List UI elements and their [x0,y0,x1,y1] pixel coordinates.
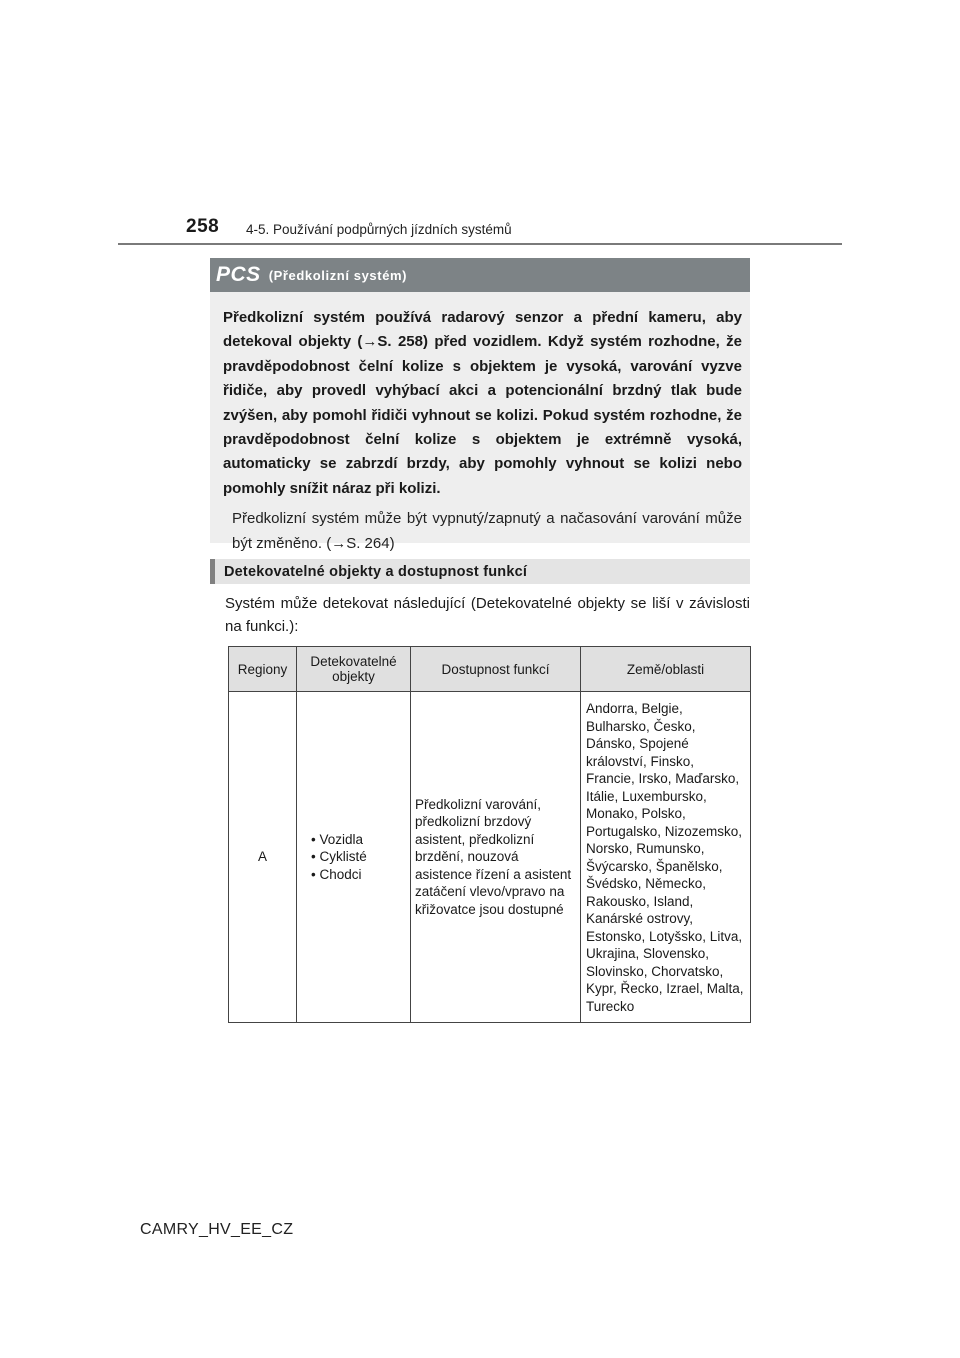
footer-code: CAMRY_HV_EE_CZ [140,1221,294,1238]
table-row [229,692,751,1023]
subsection-header [210,559,750,584]
table-header-row [229,647,751,692]
list-item: • Vozidla [311,831,406,849]
intro-paragraph: Předkolizní systém používá radarový senzor a přední kameru, aby detekoval objekty (→S. 258) před vozidlem. Když systém rozhodne, že pravděpodobnost čelní kolize s objektem je vysoká, varování vyzve řidiče, aby provedl vyhýbací akci a potencionální brzdný tlak bude zvýšen, aby pomohl řidiči vyhnout se kolizi. Pokud systém rozhodne, že pravděpodobnost čelní kolize s objektem je extrémně vysoká, automaticky se zabrzdí brzdy, aby pomohly vyhnout se kolizi nebo pomohly snížit náraz při kolizi. [223,309,742,497]
cell-countries: Andorra, Belgie, Bulharsko, Česko, Dánsko, Spojené království, Finsko, Francie, Irsko, Maďarsko, Itálie, Luxembursko, Monako, Polsko, Portugalsko, Nizozemsko, Norsko, Rumunsko, Švýcarsko, Španělsko, Švédsko, Německo, Rakousko, Island, Kanárské ostrovy, Estonsko, Lotyšsko, Litva, Ukrajina, Slovensko, Slovinsko, Chorvatsko, Kypr, Řecko, Izrael, Malta, Turecko [581,692,751,1023]
intro-box [210,292,750,552]
cell-functions: Předkolizní varování, předkolizní brzdový asistent, předkolizní brzdění, nouzová asistence řízení a asistent zatáčení vlevo/vpravo na křižovatce jsou dostupné [411,692,581,1023]
subsection-title: Detekovatelné objekty a dostupnost funkcí [224,563,528,580]
header-regions: Regiony [229,647,297,692]
intro-note: Předkolizní systém může být vypnutý/zapnutý a načasování varování může být změněno. (→S. 264) [232,510,742,552]
header-detectable-objects: Detekovatelné objekty [297,647,411,692]
section-title: PCS [216,263,261,286]
header-countries: Země/oblasti [581,647,751,692]
body-paragraph: Systém může detekovat následující (Detekovatelné objekty se liší v závislosti na funkci.): [225,595,750,635]
chapter-title: 4-5. Používání podpůrných jízdních systémů [246,222,512,237]
list-item: • Cyklisté [311,848,406,866]
section-banner [210,258,750,292]
section-subtitle: (Předkolizní systém) [268,267,408,283]
objects-list [301,831,406,884]
list-item: • Chodci [311,866,406,884]
page-number: 258 [186,216,220,237]
header-divider [118,243,842,245]
cell-region: A [229,692,297,1023]
detection-table [228,646,751,1023]
header-function-availability: Dostupnost funkcí [411,647,581,692]
cell-objects [297,692,411,1023]
